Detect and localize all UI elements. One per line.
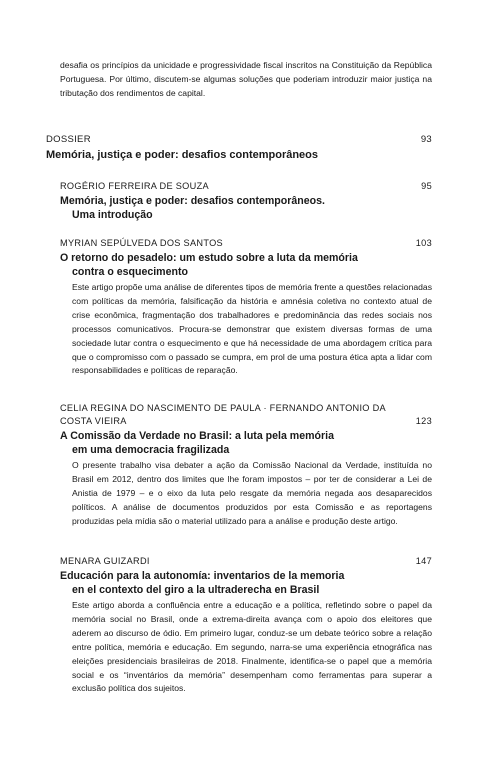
toc-entry [60, 402, 432, 529]
toc-entry [60, 237, 432, 378]
entry-author: ROGÉRIO FERREIRA DE SOUZA [60, 181, 209, 191]
entry-title: Educación para la autonomía: inventarios de la memoria en el contexto del giro a la ultraderecha en Brasil [60, 570, 345, 596]
entry-title: Memória, justiça e poder: desafios contemporâneos. Uma introdução [60, 195, 325, 221]
entry-title: O retorno do pesadelo: um estudo sobre a luta da memória contra o esquecimento [60, 252, 358, 278]
dossier-section-header [46, 133, 432, 162]
entry-title: A Comissão da Verdade no Brasil: a luta pela memória em uma democracia fragilizada [60, 430, 334, 456]
entry-abstract: O presente trabalho visa debater a ação da Comissão Nacional da Verdade, instituída no Brasil em 2012, dentro dos limites que lhe foram impostos – por ter de considerar a Lei de Anistia de 1979 – e o eixo da luta pelo resgate da memória negada aos desaparecidos políticos. A análise de documentos produzidos por esta Comissão e as reportagens produzidas pela mídia são o material utilizado para a análise e produção deste artigo. [72, 460, 432, 526]
entry-author: MYRIAN SEPÚLVEDA DOS SANTOS [60, 238, 223, 248]
entry-page-number: 95 [421, 181, 432, 191]
dossier-title: Memória, justiça e poder: desafios contemporâneos [46, 149, 319, 161]
entry-page-number: 123 [415, 416, 432, 426]
entry-abstract: Este artigo aborda a confluência entre a educação e a política, refletindo sobre o papel da memória social no Brasil, onde a extrema-direita avança com o apoio dos eleitores que aderem ao discurso de ódio. Em primeiro lugar, conduz-se um debate teórico sobre a relação entre política, memória e educação. Em segundo, narra-se uma experiência etnográfica nas eleições presidenciais brasileiras de 2018. Finalmente, identifica-se o papel que a memória social e os “inventários da memória” desempenham como ferramentas para superar a exclusão política dos sujeitos. [72, 600, 432, 694]
dossier-row [46, 133, 432, 146]
entry-abstract: Este artigo propõe uma análise de diferentes tipos de memória frente a questões relacionadas com políticas da memória, falsificação da história e amnésia coletiva no contexto atual de crise econômica, fragmentação dos trabalhadores e predominância das redes sociais nos processos comunicativos. Procura-se demonstrar que existem diversas formas de uma sociedade lutar contra o esquecimento e que há necessidade de uma abordagem crítica para que o compromisso com o passado se cumpra, em prol de uma postura ética apta a lidar com responsabilidades e políticas de reparação. [72, 282, 432, 376]
entry-page-number: 147 [415, 556, 432, 566]
toc-entry [60, 555, 432, 696]
entry-page-number: 103 [415, 238, 432, 248]
dossier-label: DOSSIER [46, 134, 91, 145]
toc-entry [60, 180, 432, 222]
entry-author: CELIA REGINA DO NASCIMENTO DE PAULA · FERNANDO ANTONIO DA COSTA VIEIRA [60, 403, 386, 426]
dossier-page-number: 93 [420, 134, 432, 145]
entry-author: MENARA GUIZARDI [60, 556, 150, 566]
intro-paragraph: desafia os princípios da unicidade e progressividade fiscal inscritos na Constituição da República Portuguesa. Por último, discutem-se algumas soluções que poderiam introduzir maior justiça na tributação dos rendimentos de capital. [60, 60, 432, 98]
